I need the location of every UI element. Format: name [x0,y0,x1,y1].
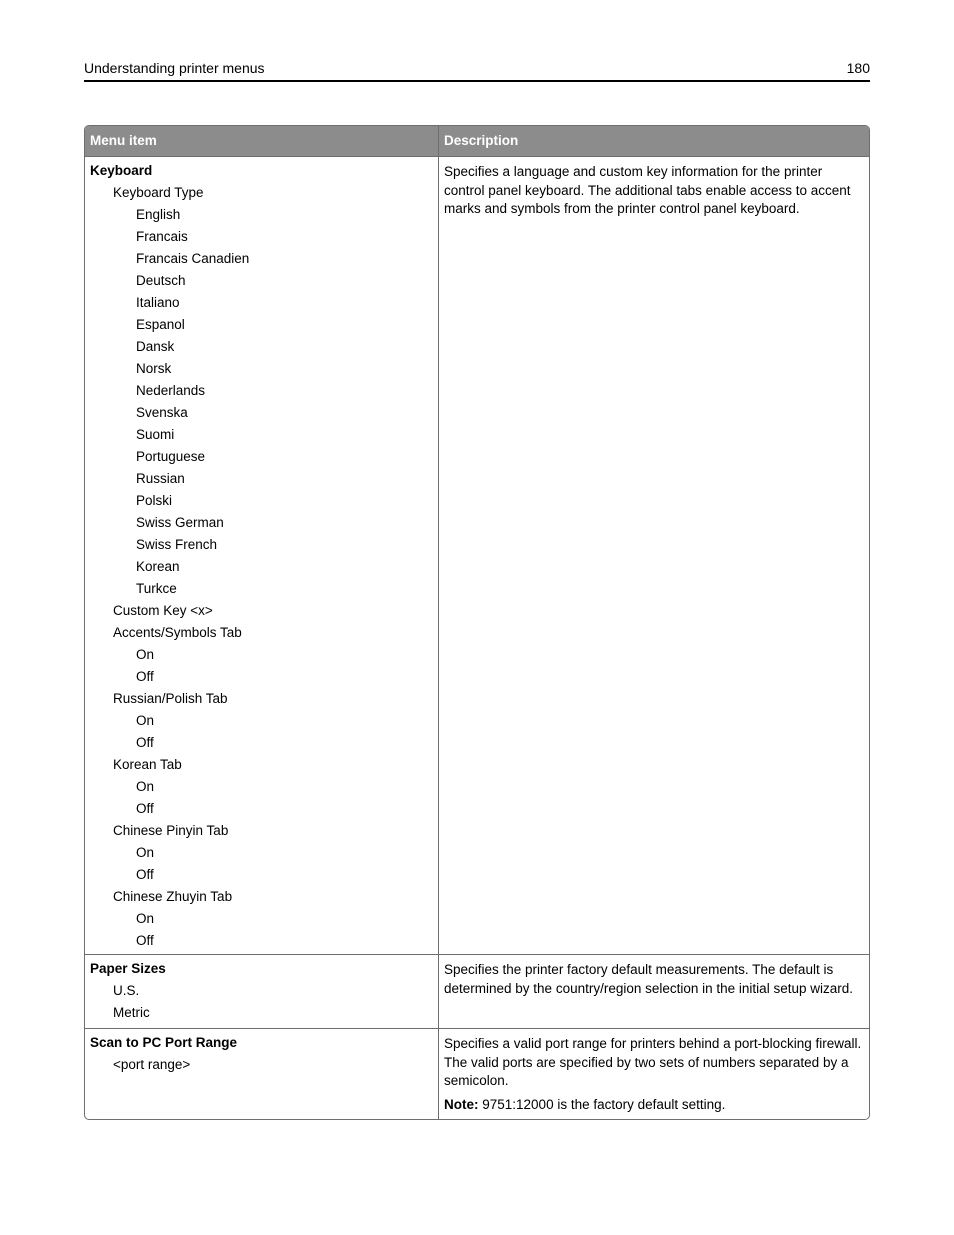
table-row-keyboard [85,156,869,954]
menu-item-title: Scan to PC Port Range [90,1035,238,1050]
menu-option: Off [136,669,154,684]
description-cell [439,955,869,1028]
menu-option: On [136,647,155,662]
column-header-menu-item: Menu item [85,126,439,156]
table-header [85,126,869,156]
menu-option: Svenska [136,405,188,420]
menu-option: On [136,845,155,860]
menu-option: Italiano [136,295,180,310]
menu-option: Off [136,735,154,750]
menu-item-cell [85,157,439,954]
menu-option: Accents/Symbols Tab [113,625,242,640]
menu-option: Korean [136,559,180,574]
menu-option: On [136,779,155,794]
menu-option: Swiss German [136,515,224,530]
menu-item-cell [85,955,439,1028]
menu-option: Nederlands [136,383,206,398]
note [444,1096,864,1115]
table-row-paper-sizes [85,954,869,1028]
menu-option: English [136,207,181,222]
description-text: Specifies a language and custom key information for the printer control panel keyboard. The additional tabs enable access to accent marks and symbols from the printer control panel keyboard. [444,164,851,217]
menu-option: Francais Canadien [136,251,250,266]
menu-option: On [136,911,155,926]
menu-option: On [136,713,155,728]
note-label: Note: [444,1097,479,1113]
table-row-scan-to-pc-port-range [85,1028,869,1119]
menu-table [84,125,870,1120]
menu-option: Korean Tab [113,757,182,772]
menu-option: Off [136,801,154,816]
menu-item-title: Keyboard [90,163,153,178]
description-cell [439,1029,869,1119]
page-header [84,58,870,82]
menu-option: Chinese Zhuyin Tab [113,889,233,904]
menu-option: <port range> [113,1057,191,1072]
menu-option: Keyboard Type [113,185,204,200]
description-text: Specifies the printer factory default measurements. The default is determined by the country/region selection in the initial setup wizard. [444,962,853,996]
menu-option: Chinese Pinyin Tab [113,823,229,838]
menu-item-cell [85,1029,439,1119]
menu-option: Russian [136,471,185,486]
note-text: 9751:12000 is the factory default setting. [478,1097,726,1113]
menu-option: Suomi [136,427,175,442]
menu-option: Polski [136,493,173,508]
menu-option: U.S. [113,983,140,998]
menu-option: Portuguese [136,449,206,464]
description-text: Specifies a valid port range for printers behind a port-blocking firewall. The valid ports are specified by two sets of numbers separated by a semicolon. [444,1036,862,1089]
page-number: 180 [846,60,870,76]
menu-option: Off [136,933,154,948]
menu-option: Off [136,867,154,882]
menu-option: Dansk [136,339,175,354]
menu-option: Russian/Polish Tab [113,691,228,706]
menu-option: Swiss French [136,537,218,552]
menu-item-title: Paper Sizes [90,961,166,976]
menu-option: Deutsch [136,273,186,288]
page-title: Understanding printer menus [84,60,265,76]
menu-option: Custom Key <x> [113,603,213,618]
menu-option: Francais [136,229,188,244]
menu-option: Espanol [136,317,185,332]
column-header-description: Description [444,133,519,148]
menu-option: Norsk [136,361,172,376]
description-cell [439,157,869,954]
menu-option: Metric [113,1005,150,1020]
menu-option: Turkce [136,581,177,596]
